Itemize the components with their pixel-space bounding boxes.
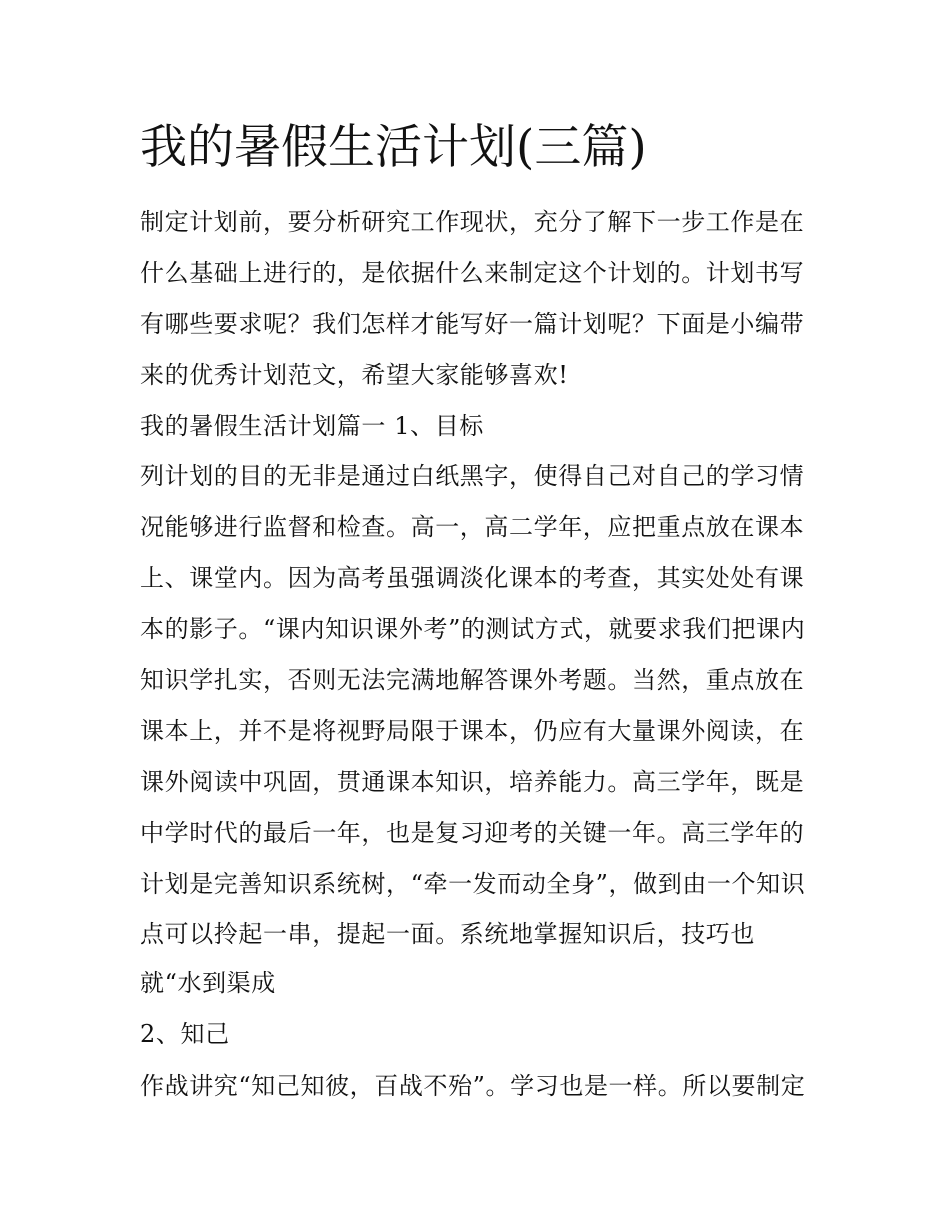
text-line: 就“水到渠成 [140, 969, 276, 997]
text-line: 课本上，并不是将视野局限于课本，仍应有大量课外阅读，在 [140, 717, 805, 745]
document-title: 我的暑假生活计划(三篇) [140, 120, 647, 175]
text-line: 况能够进行监督和检查。高一，高二学年，应把重点放在课本 [140, 513, 805, 541]
text-line: 中学时代的最后一年，也是复习迎考的关键一年。高三学年的 [140, 819, 805, 847]
text-line: 来的优秀计划范文，希望大家能够喜欢! [140, 361, 569, 389]
text-line: 制定计划前，要分析研究工作现状，充分了解下一步工作是在 [140, 208, 805, 236]
text-line: 本的影子。“课内知识课外考”的测试方式，就要求我们把课内 [140, 615, 806, 643]
text-line: 列计划的目的无非是通过白纸黑字，使得自己对自己的学习情 [140, 462, 805, 490]
section-heading: 我的暑假生活计划篇一 1、目标 [140, 412, 484, 440]
text-line: 知识学扎实，否则无法完满地解答课外考题。当然，重点放在 [140, 666, 805, 694]
text-line: 点可以拎起一串，提起一面。系统地掌握知识后，技巧也 [140, 920, 755, 948]
text-line: 什么基础上进行的，是依据什么来制定这个计划的。计划书写 [140, 259, 805, 287]
text-line: 计划是完善知识系统树，“牵一发而动全身”，做到由一个知识 [140, 870, 806, 898]
text-line: 作战讲究“知己知彼，百战不殆”。学习也是一样。所以要制定 [140, 1072, 806, 1100]
section-heading: 2、知己 [140, 1020, 230, 1048]
text-line: 课外阅读中巩固，贯通课本知识，培养能力。高三学年，既是 [140, 768, 805, 796]
text-line: 上、课堂内。因为高考虽强调淡化课本的考查，其实处处有课 [140, 564, 805, 592]
text-line: 有哪些要求呢？我们怎样才能写好一篇计划呢？下面是小编带 [140, 310, 805, 338]
